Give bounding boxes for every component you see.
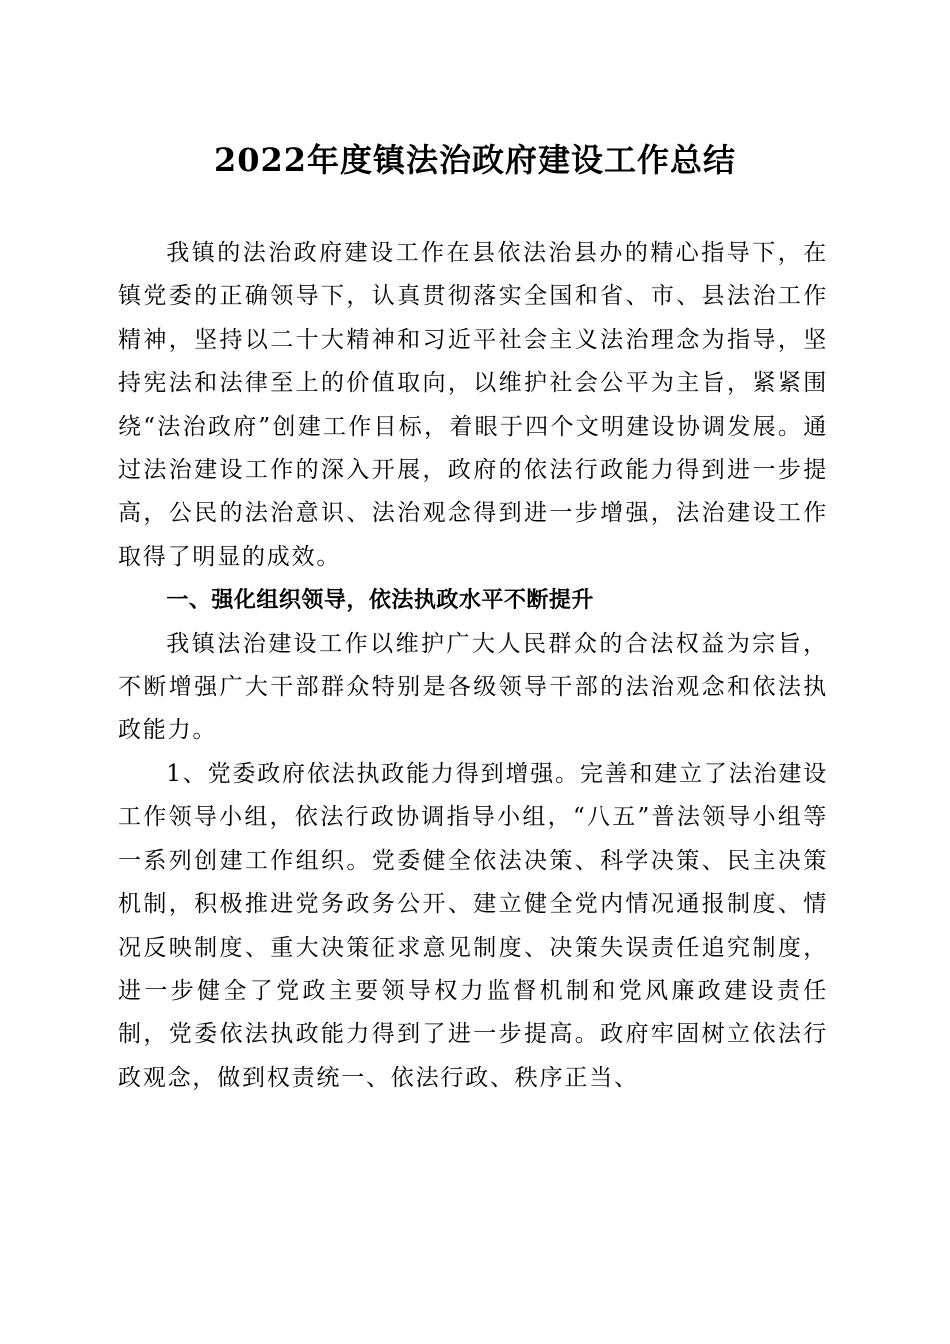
section-1-item-1-paragraph: 1、党委政府依法执政能力得到增强。完善和建立了法治建设工作领导小组，依法行政协调指导小组，“八五”普法领导小组等一系列创建工作组织。党委健全依法决策、科学决策、民主决策机制，积极推进党务政务公开、建立健全党内情况通报制度、情况反映制度、重大决策征求意见制度、决策失误责任追究制度，进一步健全了党政主要领导权力监督机制和党风廉政建设责任制，党委依法执政能力得到了进一步提高。政府牢固树立依法行政观念，做到权责统一、依法行政、秩序正当、: [118, 760, 828, 1091]
section-heading-1: 一、强化组织领导，依法执政水平不断提升: [166, 588, 594, 614]
document-title: 2022年度镇法治政府建设工作总结: [213, 141, 737, 179]
section-1-intro-paragraph: 我镇法治建设工作以维护广大人民群众的合法权益为宗旨，不断增强广大干部群众特别是各级领导干部的法治观念和依法执政能力。: [118, 630, 828, 744]
document-body: [118, 232, 828, 1100]
intro-paragraph: 我镇的法治政府建设工作在县依法治县办的精心指导下，在镇党委的正确领导下，认真贯彻落实全国和省、市、县法治工作精神，坚持以二十大精神和习近平社会主义法治理念为指导，坚持宪法和法律至上的价值取向，以维护社会公平为主旨，紧紧围绕“法治政府”创建工作目标，着眼于四个文明建设协调发展。通过法治建设工作的深入开展，政府的依法行政能力得到进一步提高，公民的法治意识、法治观念得到进一步增强，法治建设工作取得了明显的成效。: [118, 240, 828, 570]
